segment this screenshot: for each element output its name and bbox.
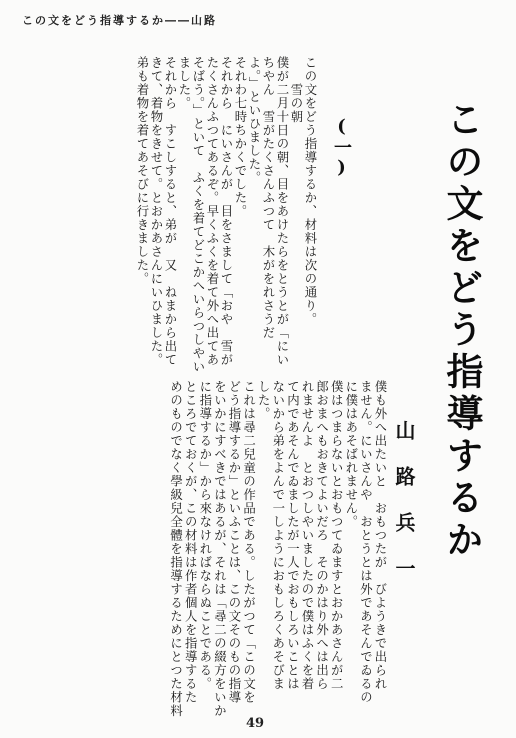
running-header: この文をどう指導するか――山路 xyxy=(22,14,217,27)
text-line: それわ七時ちかくでした。 xyxy=(233,56,248,218)
text-line: 雪の朝 xyxy=(289,56,304,124)
text-line: めのものでなく學級兒全體を指導するためにとつた材料 xyxy=(168,380,184,718)
article-author: 山路兵一 xyxy=(392,420,416,604)
text-line: ところでておくが、この材料は作者個人を指導するた xyxy=(183,380,199,704)
text-line: 僕も外へ出たいと おもつたが びようきで出られ xyxy=(373,380,388,691)
text-line: そばう。」といて ふくを着てどこかへいらつしやい xyxy=(191,56,206,374)
text-line: 僕が二月十日の朝、目をあけたらをとうとが「にい xyxy=(275,56,290,367)
text-line: ないから弟をよんで一しようにおもしろくあそびま xyxy=(270,380,286,691)
text-line: した。 xyxy=(256,380,272,421)
text-line: 僕はつまらないとおもつてゐますとおかあさんが二 xyxy=(329,380,345,691)
text-line: これは尋二兒童の作品である。したがつて「この文を xyxy=(241,380,257,704)
section-marker: (一) xyxy=(331,116,352,179)
text-line: 弟も着物を着てあそびに行きました。 xyxy=(135,56,150,286)
article-title: この文をどう指導するか xyxy=(440,100,484,562)
text-line: に僕はあそばれません。 xyxy=(343,380,359,529)
text-line: 郎おまへもおきてよいだろ そのかはり外へは出ら xyxy=(314,380,330,691)
text-line: に指導するか」から來なければならぬことである。 xyxy=(197,380,213,691)
text-line: それから にいさんが 目をさまして「おや 雪が xyxy=(219,56,234,367)
text-line: ちやん 雪がたくさんふつて 木がをれさうだ xyxy=(261,56,276,340)
text-line: それから すこしすると、弟が 又 ねまから出て xyxy=(163,56,178,367)
text-line: よ。」といひました。 xyxy=(247,56,262,185)
text-line: をいかにすべきではあるが、それは「尋二の綴方をいか xyxy=(212,380,228,718)
text-line: て内であそんでゐましたが一人でおもしろいことは xyxy=(285,380,301,691)
page-number: 49 xyxy=(246,716,265,731)
text-line: たくさんふつてあるぞ。早くふくを着て外へ出てあ xyxy=(205,56,220,367)
text-line: ました。 xyxy=(177,56,192,110)
text-line: きて、着物をきせて。とおかあさんにいひました。 xyxy=(149,56,164,367)
text-line: ません。にいさんや おとうとは外であそんでゐるの xyxy=(358,380,374,704)
text-line: れませんよ とおつしやいましたので僕はふくを着 xyxy=(300,380,315,691)
text-line: この文をどう指導するか、材料は次の通り。 xyxy=(303,56,318,326)
text-line: どう指導するか」といふことは、この文そのもの指導 xyxy=(227,380,242,704)
